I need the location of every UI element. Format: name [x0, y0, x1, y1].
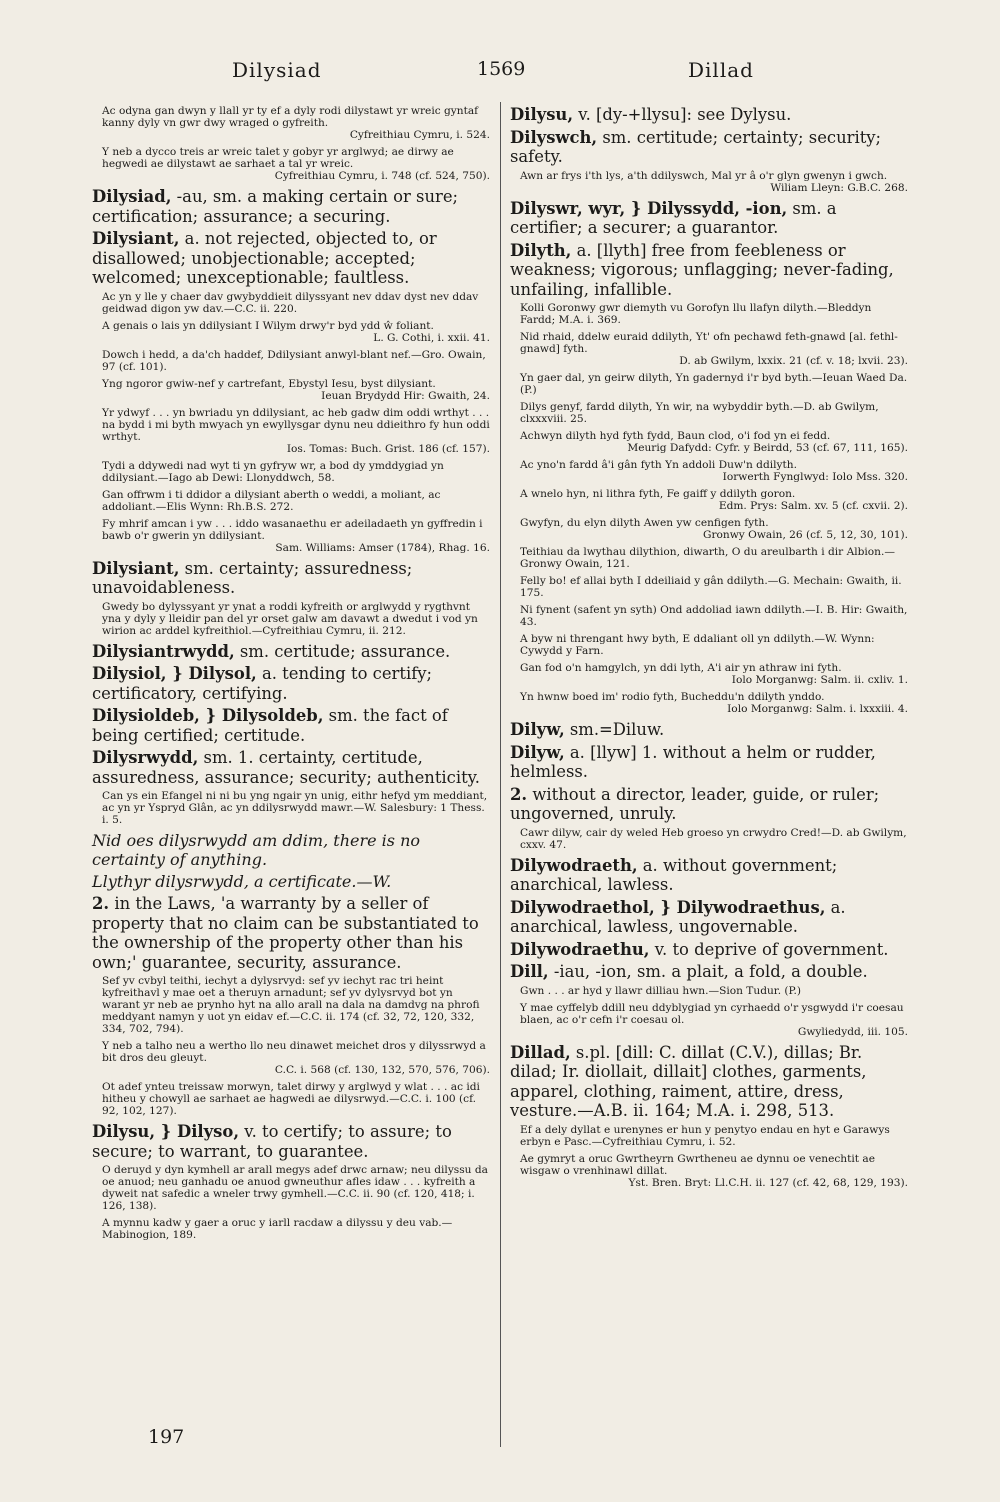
- headword: Dilysrwydd,: [92, 748, 199, 767]
- quotation-text: Felly bo! ef allai byth I ddeiliaid y gân ddilyth.—G. Mechain: Gwaith, ii. 175.: [520, 575, 902, 599]
- dictionary-entry: [92, 187, 490, 226]
- quotation: [520, 985, 908, 997]
- headword: Dilysiantrwydd,: [92, 641, 235, 661]
- example-phrase: Llythyr dilysrwydd, a certificate.—W.: [92, 872, 392, 891]
- quotation: [520, 662, 908, 686]
- quotation: [520, 488, 908, 512]
- headword: Dilyw,: [510, 742, 565, 762]
- quotation-text: Awn ar frys i'th lys, a'th ddilyswch, Mal yr â o'r glyn gwenyn i gwch.: [520, 169, 888, 182]
- quotation-text: Fy mhrif amcan i yw . . . iddo wasanaethu er adeiladaeth yn gyffredin i bawb o'r gwerin yn ddilysiant.: [102, 517, 483, 542]
- headword: Dilyth,: [510, 240, 572, 260]
- quotation-text: A mynnu kadw y gaer a oruc y iarll racdaw a dilyssu y deu vab.—Mabinogion, 189.: [102, 1217, 453, 1241]
- headword: Dilywodraethol, } Dilywodraethus,: [510, 897, 826, 917]
- example-phrase: Nid oes dilysrwydd am ddim, there is no certainty of anything.: [92, 831, 421, 869]
- quotation-text: Nid rhaid, ddelw euraid ddilyth, Yt' ofn pechawd feth-gnawd [al. fethl-gnawd] fyth.: [520, 331, 898, 355]
- headword: Dillad,: [510, 1042, 571, 1062]
- citation-source: Edm. Prys: Salm. xv. 5 (cf. cxvii. 2).: [718, 500, 908, 512]
- quotation: [520, 331, 908, 367]
- quotation-text: Ac yno'n fardd â'i gân fyth Yn addoli Duw'n ddilyth.: [520, 459, 797, 471]
- quotation: [520, 459, 908, 483]
- signature-mark: 197: [148, 1426, 185, 1448]
- dictionary-entry: [92, 748, 490, 787]
- quotation: [520, 170, 908, 194]
- quotation-text: Gan offrwm i ti ddidor a dilysiant aberth o weddi, a moliant, ac addoliant.—Elis Wynn: Rh.B.S. 272.: [102, 488, 441, 513]
- definition: a. not rejected, objected to, or disallowed; unobjectionable; accepted; welcomed; unexceptionable; faultless.: [92, 229, 437, 287]
- quotation-text: Gwyfyn, du elyn dilyth Awen yw cenfigen fyth.: [520, 517, 769, 529]
- quotation: [520, 691, 908, 715]
- citation-source: Ieuan Brydydd Hir: Gwaith, 24.: [321, 389, 490, 402]
- citation-source: Meurig Dafydd: Cyfr. y Beirdd, 53 (cf. 67, 111, 165).: [627, 442, 908, 454]
- quotation: [102, 518, 490, 554]
- dictionary-entry: [510, 105, 908, 125]
- headword: Dilysiant,: [92, 229, 180, 248]
- citation-source: Gronwy Owain, 26 (cf. 5, 12, 30, 101).: [703, 529, 908, 541]
- citation-source: C.C. i. 568 (cf. 130, 132, 570, 576, 706).: [274, 1064, 490, 1076]
- headword: Dilysiol, } Dilysol,: [92, 664, 257, 683]
- quotation-text: Can ys ein Efangel ni ni bu yng ngair yn unig, eithr hefyd ym meddiant, ac yn yr Yspryd Glân, ac yn ddilysrwydd mawr.—W. Salesbury: 1 Thess. i. 5.: [102, 790, 488, 826]
- quotation-text: Gan fod o'n hamgylch, yn ddi lyth, A'i air yn athraw ini fyth.: [520, 662, 842, 674]
- quotation-text: Ni fynent (safent yn syth) Ond addoliad iawn ddilyth.—I. B. Hir: Gwaith, 43.: [520, 604, 908, 628]
- quotation-text: A byw ni threngant hwy byth, E ddaliant oll yn ddilyth.—W. Wynn: Cywydd y Farn.: [520, 633, 875, 657]
- dictionary-entry: [510, 856, 908, 895]
- dictionary-entry: [510, 720, 908, 740]
- dictionary-entry: [92, 894, 490, 972]
- definition: v. to deprive of government.: [649, 939, 889, 959]
- quotation: [102, 320, 490, 344]
- quotation: [520, 1002, 908, 1038]
- definition: sm. certitude; assurance.: [234, 641, 451, 661]
- quotation-text: Yng ngoror gwiw-nef y cartrefant, Ebystyl Iesu, byst dilysiant.: [102, 377, 436, 390]
- headword: Dilyw,: [510, 720, 565, 739]
- quotation: [520, 546, 908, 570]
- page-number: 1569: [477, 58, 526, 80]
- quotation: [520, 372, 908, 396]
- definition: a. tending to certify; certificatory, certifying.: [92, 664, 433, 703]
- quotation: [520, 604, 908, 628]
- headword: Dilysiant,: [92, 558, 180, 578]
- definition: a. anarchical, lawless, ungovernable.: [510, 897, 846, 936]
- page-header: [0, 58, 1000, 88]
- quotation-text: Cawr dilyw, cair dy weled Heb groeso yn crwydro Cred!—D. ab Gwilym, cxxv. 47.: [520, 826, 907, 851]
- quotation: [520, 1153, 908, 1189]
- quotation: [102, 601, 490, 637]
- left-running-head: Dilysiad: [232, 58, 322, 82]
- dictionary-entry: [92, 642, 490, 662]
- headword: Dilywodraeth,: [510, 855, 638, 875]
- definition: sm. certainty; assuredness; unavoidableness.: [92, 558, 413, 597]
- dictionary-entry: [510, 962, 908, 982]
- definition: v. to certify; to assure; to secure; to warrant, to guarantee.: [92, 1122, 452, 1161]
- quotation-text: Yn hwnw boed im' rodio fyth, Bucheddu'n ddilyth ynddo.: [520, 691, 825, 703]
- headword: Dilyswr, wyr, } Dilyssydd, -ion,: [510, 198, 788, 218]
- quotation: [102, 291, 490, 315]
- definition: sm. certitude; certainty; security; safety.: [510, 127, 882, 166]
- quotation-text: Ef a dely dyllat e urenynes er hun y penytyo endau en hyt e Garawys erbyn e Pasc.—Cyfreithiau Cymru, i. 52.: [520, 1123, 890, 1148]
- quotation-text: A genais o lais yn ddilysiant I Wilym drwy'r byd ydd ŵ foliant.: [102, 319, 434, 332]
- definition: a. [llyth] free from feebleness or weakness; vigorous; unflagging; never-fading, unfailing, infallible.: [510, 240, 894, 299]
- quotation: [520, 633, 908, 657]
- quotation: [520, 575, 908, 599]
- headword: Dilysiad,: [92, 187, 172, 206]
- quotation: [102, 407, 490, 455]
- definition: -iau, -ion, sm. a plait, a fold, a double.: [548, 962, 868, 981]
- citation-source: Cyfreithiau Cymru, i. 524.: [349, 129, 490, 141]
- quotation-text: Ac odyna gan dwyn y llall yr ty ef a dyly rodi dilystawt yr wreic gyntaf kanny dyly vn gwr dwy wraged o gyfreith.: [102, 105, 479, 129]
- right-column: [510, 105, 908, 1194]
- dictionary-entry: [510, 940, 908, 960]
- definition: sm. the fact of being certified; certitude.: [92, 706, 448, 745]
- headword: Dilysu, } Dilyso,: [92, 1122, 240, 1141]
- dictionary-entry: [92, 559, 490, 598]
- definition: in the Laws, 'a warranty by a seller of property that no claim can be substantiated to the ownership of the property other than his own;' guarantee, security, assurance.: [92, 894, 479, 972]
- quotation: [102, 378, 490, 402]
- quotation: [102, 349, 490, 373]
- citation-source: Ios. Tomas: Buch. Grist. 186 (cf. 157).: [286, 442, 490, 455]
- definition: a. without government; anarchical, lawless.: [510, 855, 838, 894]
- quotation-text: Ot adef ynteu treissaw morwyn, talet dirwy y arglwyd y wlat . . . ac idi hitheu y chowyll ae sarhaet ae hagwedi ae dilysrwyd.—C.C. i. 100 (cf. 92, 102, 127).: [102, 1081, 480, 1117]
- definition: sm. a certifier; a securer; a guarantor.: [510, 198, 837, 237]
- quotation: [102, 105, 490, 141]
- quotation: [520, 430, 908, 454]
- quotation-text: Gwn . . . ar hyd y llawr dilliau hwn.—Sion Tudur. (P.): [520, 984, 802, 997]
- citation-source: L. G. Cothi, i. xxii. 41.: [373, 331, 490, 344]
- citation-source: Sam. Williams: Amser (1784), Rhag. 16.: [275, 541, 490, 554]
- headword: Dilysu,: [510, 105, 574, 124]
- dictionary-entry: [510, 743, 908, 782]
- quotation: [520, 827, 908, 851]
- citation-source: Iorwerth Fynglwyd: Iolo Mss. 320.: [722, 471, 908, 483]
- right-running-head: Dillad: [688, 58, 754, 82]
- quotation: [102, 1217, 490, 1241]
- headword: Dilysioldeb, } Dilysoldeb,: [92, 706, 324, 725]
- citation-source: D. ab Gwilym, lxxix. 21 (cf. v. 18; lxvii. 23).: [679, 355, 908, 367]
- quotation-text: Ac yn y lle y chaer dav gwybyddieit dilyssyant nev ddav dyst nev ddav geidwad digon yw dav.—C.C. ii. 220.: [102, 290, 479, 315]
- citation-source: Wiliam Lleyn: G.B.C. 268.: [770, 181, 908, 194]
- headword: Dilyswch,: [510, 127, 598, 147]
- quotation: [102, 146, 490, 182]
- column-divider: [500, 102, 501, 1447]
- quotation-text: A wnelo hyn, ni lithra fyth, Fe gaiff y ddilyth goron.: [520, 488, 796, 500]
- dictionary-entry: [92, 229, 490, 288]
- quotation-text: Tydi a ddywedi nad wyt ti yn gyfryw wr, a bod dy ymddygiad yn ddilysiant.—Iago ab Dewi: Llonyddwch, 58.: [102, 459, 444, 484]
- quotation-text: Y mae cyffelyb ddill neu ddyblygiad yn cyrhaedd o'r ysgwydd i'r coesau blaen, ac o'r cefn i'r coesau ol.: [520, 1001, 904, 1026]
- definition: -au, sm. a making certain or sure; certification; assurance; a securing.: [92, 187, 459, 226]
- quotation: [520, 517, 908, 541]
- quotation-text: Yn gaer dal, yn geirw dilyth, Yn gadernyd i'r byd byth.—Ieuan Waed Da. (P.): [520, 372, 908, 396]
- left-column: [92, 105, 490, 1246]
- quotation-text: Gwedy bo dylyssyant yr ynat a roddi kyfreith or arglwydd y rygthvnt yna y dyly y lleidir pan del yr orset galw am davawt a dwedut i vod yn wirion ac arddel kyfreithiol.—Cyfreithiau Cymru, ii. 212.: [102, 600, 478, 637]
- quotation: [520, 302, 908, 326]
- quotation-text: Dilys genyf, fardd dilyth, Yn wir, na wybyddir byth.—D. ab Gwilym, clxxxviii. 25.: [520, 401, 879, 425]
- quotation-text: O deruyd y dyn kymhell ar arall megys adef drwc arnaw; neu dilyssu da oe anuod; neu ganhadu oe anuod gwneuthur afles idaw . . . kyfreith a dyweit nat safedic a wneler trwy gymhell.—C.C. ii. 90 (cf. 120, 418; i. 126, 138).: [102, 1164, 488, 1212]
- dictionary-entry: [92, 706, 490, 745]
- headword: Dilywodraethu,: [510, 939, 650, 959]
- quotation-text: Dowch i hedd, a da'ch haddef, Ddilysiant anwyl-blant nef.—Gro. Owain, 97 (cf. 101).: [102, 348, 486, 373]
- citation-source: Iolo Morganwg: Salm. i. lxxxiii. 4.: [727, 703, 908, 715]
- quotation: [102, 1081, 490, 1117]
- quotation: [102, 489, 490, 513]
- quotation: [102, 1040, 490, 1076]
- quotation-text: Y neb a talho neu a wertho llo neu dinawet meichet dros y dilyssrwyd a bit dros deu gleuyt.: [102, 1040, 486, 1064]
- definition: v. [dy-+llysu]: see Dylysu.: [573, 105, 792, 124]
- quotation-text: Teithiau da lwythau dilythion, diwarth, O du areulbarth i dir Albion.—Gronwy Owain, 121.: [520, 546, 895, 570]
- quotation-text: Ae gymryt a oruc Gwrtheyrn Gwrtheneu ae dynnu oe venechtit ae wisgaw o vrenhinawl dillat.: [520, 1152, 875, 1177]
- citation-source: Yst. Bren. Bryt: Ll.C.H. ii. 127 (cf. 42, 68, 129, 193).: [628, 1176, 908, 1189]
- dictionary-entry: [510, 898, 908, 937]
- quotation-text: Y neb a dycco treis ar wreic talet y gobyr yr arglwyd; ae dirwy ae hegwedi ae dilystawt ae sarhaet a tal yr wreic.: [102, 146, 454, 170]
- definition: sm.=Diluw.: [564, 720, 665, 739]
- quotation-text: Sef yv cvbyl teithi, iechyt a dylysrvyd: sef yv iechyt rac tri heint kyfreithavl y mae oet a theruyn arnadunt; sef yv dylysrvyd bot yn warant yr neb ae prynho hyt na allo arall na dala na damdvg na phrofi meddyant namyn y uot yn eidav ef.—C.C. ii. 174 (cf. 32, 72, 120, 332, 334, 702, 794).: [102, 975, 480, 1035]
- quotation-text: Yr ydwyf . . . yn bwriadu yn ddilysiant, ac heb gadw dim oddi wrthyt . . . na bydd i mi byth mwyach yn ewyllysgar dynu neu ddieithro fy hun oddi wrthyt.: [102, 406, 490, 443]
- dictionary-entry: [510, 199, 908, 238]
- dictionary-entry: [510, 241, 908, 300]
- quotation: [102, 460, 490, 484]
- definition: s.pl. [dill: C. dillat (C.V.), dillas; Br. dilad; Ir. diollait, dillait] clothes, garments, apparel, clothing, raiment, attire, dress, vesture.—A.B. ii. 164; M.A. i. 298, 513.: [510, 1042, 867, 1120]
- quotation: [520, 401, 908, 425]
- definition: sm. 1. certainty, certitude, assuredness, assurance; security; authenticity.: [92, 748, 480, 787]
- citation-source: Gwyliedydd, iii. 105.: [797, 1025, 908, 1038]
- quotation-text: Kolli Goronwy gwr diemyth vu Gorofyn llu llafyn dilyth.—Bleddyn Fardd; M.A. i. 369.: [520, 302, 872, 326]
- dictionary-entry: [510, 1043, 908, 1121]
- definition: without a director, leader, guide, or ruler; ungoverned, unruly.: [510, 784, 880, 823]
- citation-source: Iolo Morganwg: Salm. ii. cxliv. 1.: [731, 674, 908, 686]
- quotation: [102, 790, 490, 826]
- dictionary-entry: [92, 1122, 490, 1161]
- headword: Dill,: [510, 962, 549, 981]
- quotation-text: Achwyn dilyth hyd fyth fydd, Baun clod, o'i fod yn ei fedd.: [520, 430, 831, 442]
- quotation: [102, 975, 490, 1035]
- quotation: [520, 1124, 908, 1148]
- dictionary-entry: [92, 664, 490, 703]
- dictionary-entry: [510, 785, 908, 824]
- headword: 2.: [92, 894, 110, 913]
- definition: a. [llyw] 1. without a helm or rudder, helmless.: [510, 742, 876, 781]
- headword: 2.: [510, 784, 528, 804]
- citation-source: Cyfreithiau Cymru, i. 748 (cf. 524, 750).: [274, 170, 490, 182]
- quotation: [102, 1164, 490, 1212]
- dictionary-entry: [510, 128, 908, 167]
